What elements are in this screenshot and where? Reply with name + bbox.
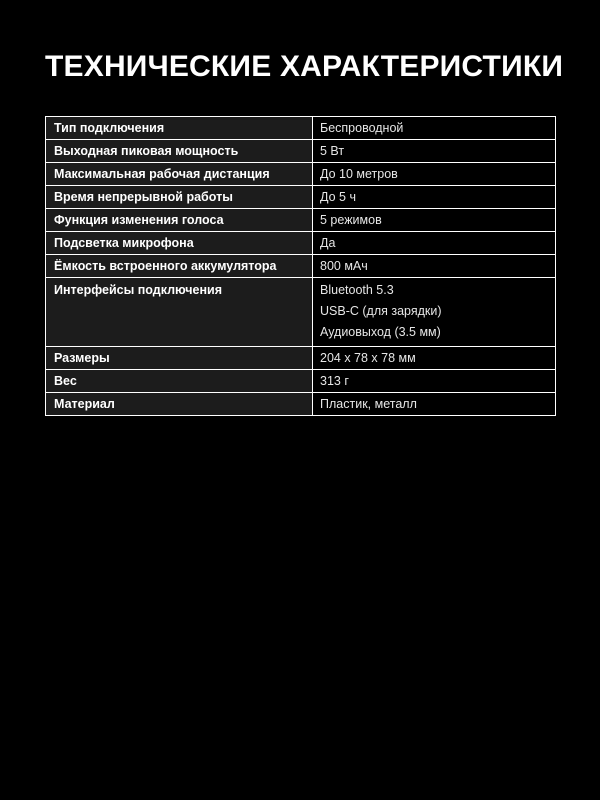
spec-value: [313, 347, 555, 369]
spec-value: [313, 232, 555, 254]
table-row: [45, 277, 556, 346]
spec-value-line: 800 мАч: [320, 259, 368, 273]
spec-value-line: 5 режимов: [320, 213, 382, 227]
spec-label: Материал: [46, 393, 313, 415]
page-title: ТЕХНИЧЕСКИЕ ХАРАКТЕРИСТИКИ: [45, 50, 564, 83]
table-row: [45, 254, 556, 277]
spec-value: [313, 209, 555, 231]
table-row: [45, 116, 556, 139]
spec-label: Размеры: [46, 347, 313, 369]
spec-value-line: 204 x 78 x 78 мм: [320, 351, 416, 365]
spec-value: [313, 393, 555, 415]
spec-label: Ёмкость встроенного аккумулятора: [46, 255, 313, 277]
spec-label: Выходная пиковая мощность: [46, 140, 313, 162]
table-row: [45, 185, 556, 208]
spec-value: [313, 278, 555, 346]
spec-label: Вес: [46, 370, 313, 392]
spec-label: Подсветка микрофона: [46, 232, 313, 254]
spec-label: Время непрерывной работы: [46, 186, 313, 208]
spec-value-line: USB-C (для зарядки): [320, 304, 442, 318]
spec-value-line: Да: [320, 236, 336, 250]
spec-value-line: 5 Вт: [320, 144, 345, 158]
table-row: [45, 139, 556, 162]
spec-value: [313, 163, 555, 185]
spec-value-line: Беспроводной: [320, 121, 404, 135]
specifications-table: [45, 116, 556, 416]
table-row: [45, 369, 556, 392]
table-row: [45, 231, 556, 254]
spec-value-line: Пластик, металл: [320, 397, 417, 411]
spec-value-line: До 10 метров: [320, 167, 398, 181]
spec-value-line: Bluetooth 5.3: [320, 283, 394, 297]
spec-value-line: До 5 ч: [320, 190, 356, 204]
table-row: [45, 162, 556, 185]
spec-value-line: 313 г: [320, 374, 349, 388]
spec-label: Интерфейсы подключения: [46, 278, 313, 346]
table-row: [45, 208, 556, 231]
spec-value-line: Аудиовыход (3.5 мм): [320, 325, 441, 339]
spec-label: Тип подключения: [46, 117, 313, 139]
spec-value: [313, 186, 555, 208]
table-row: [45, 346, 556, 369]
spec-value: [313, 117, 555, 139]
spec-label: Функция изменения голоса: [46, 209, 313, 231]
spec-value: [313, 255, 555, 277]
table-row: [45, 392, 556, 416]
spec-value: [313, 140, 555, 162]
spec-value: [313, 370, 555, 392]
spec-label: Максимальная рабочая дистанция: [46, 163, 313, 185]
